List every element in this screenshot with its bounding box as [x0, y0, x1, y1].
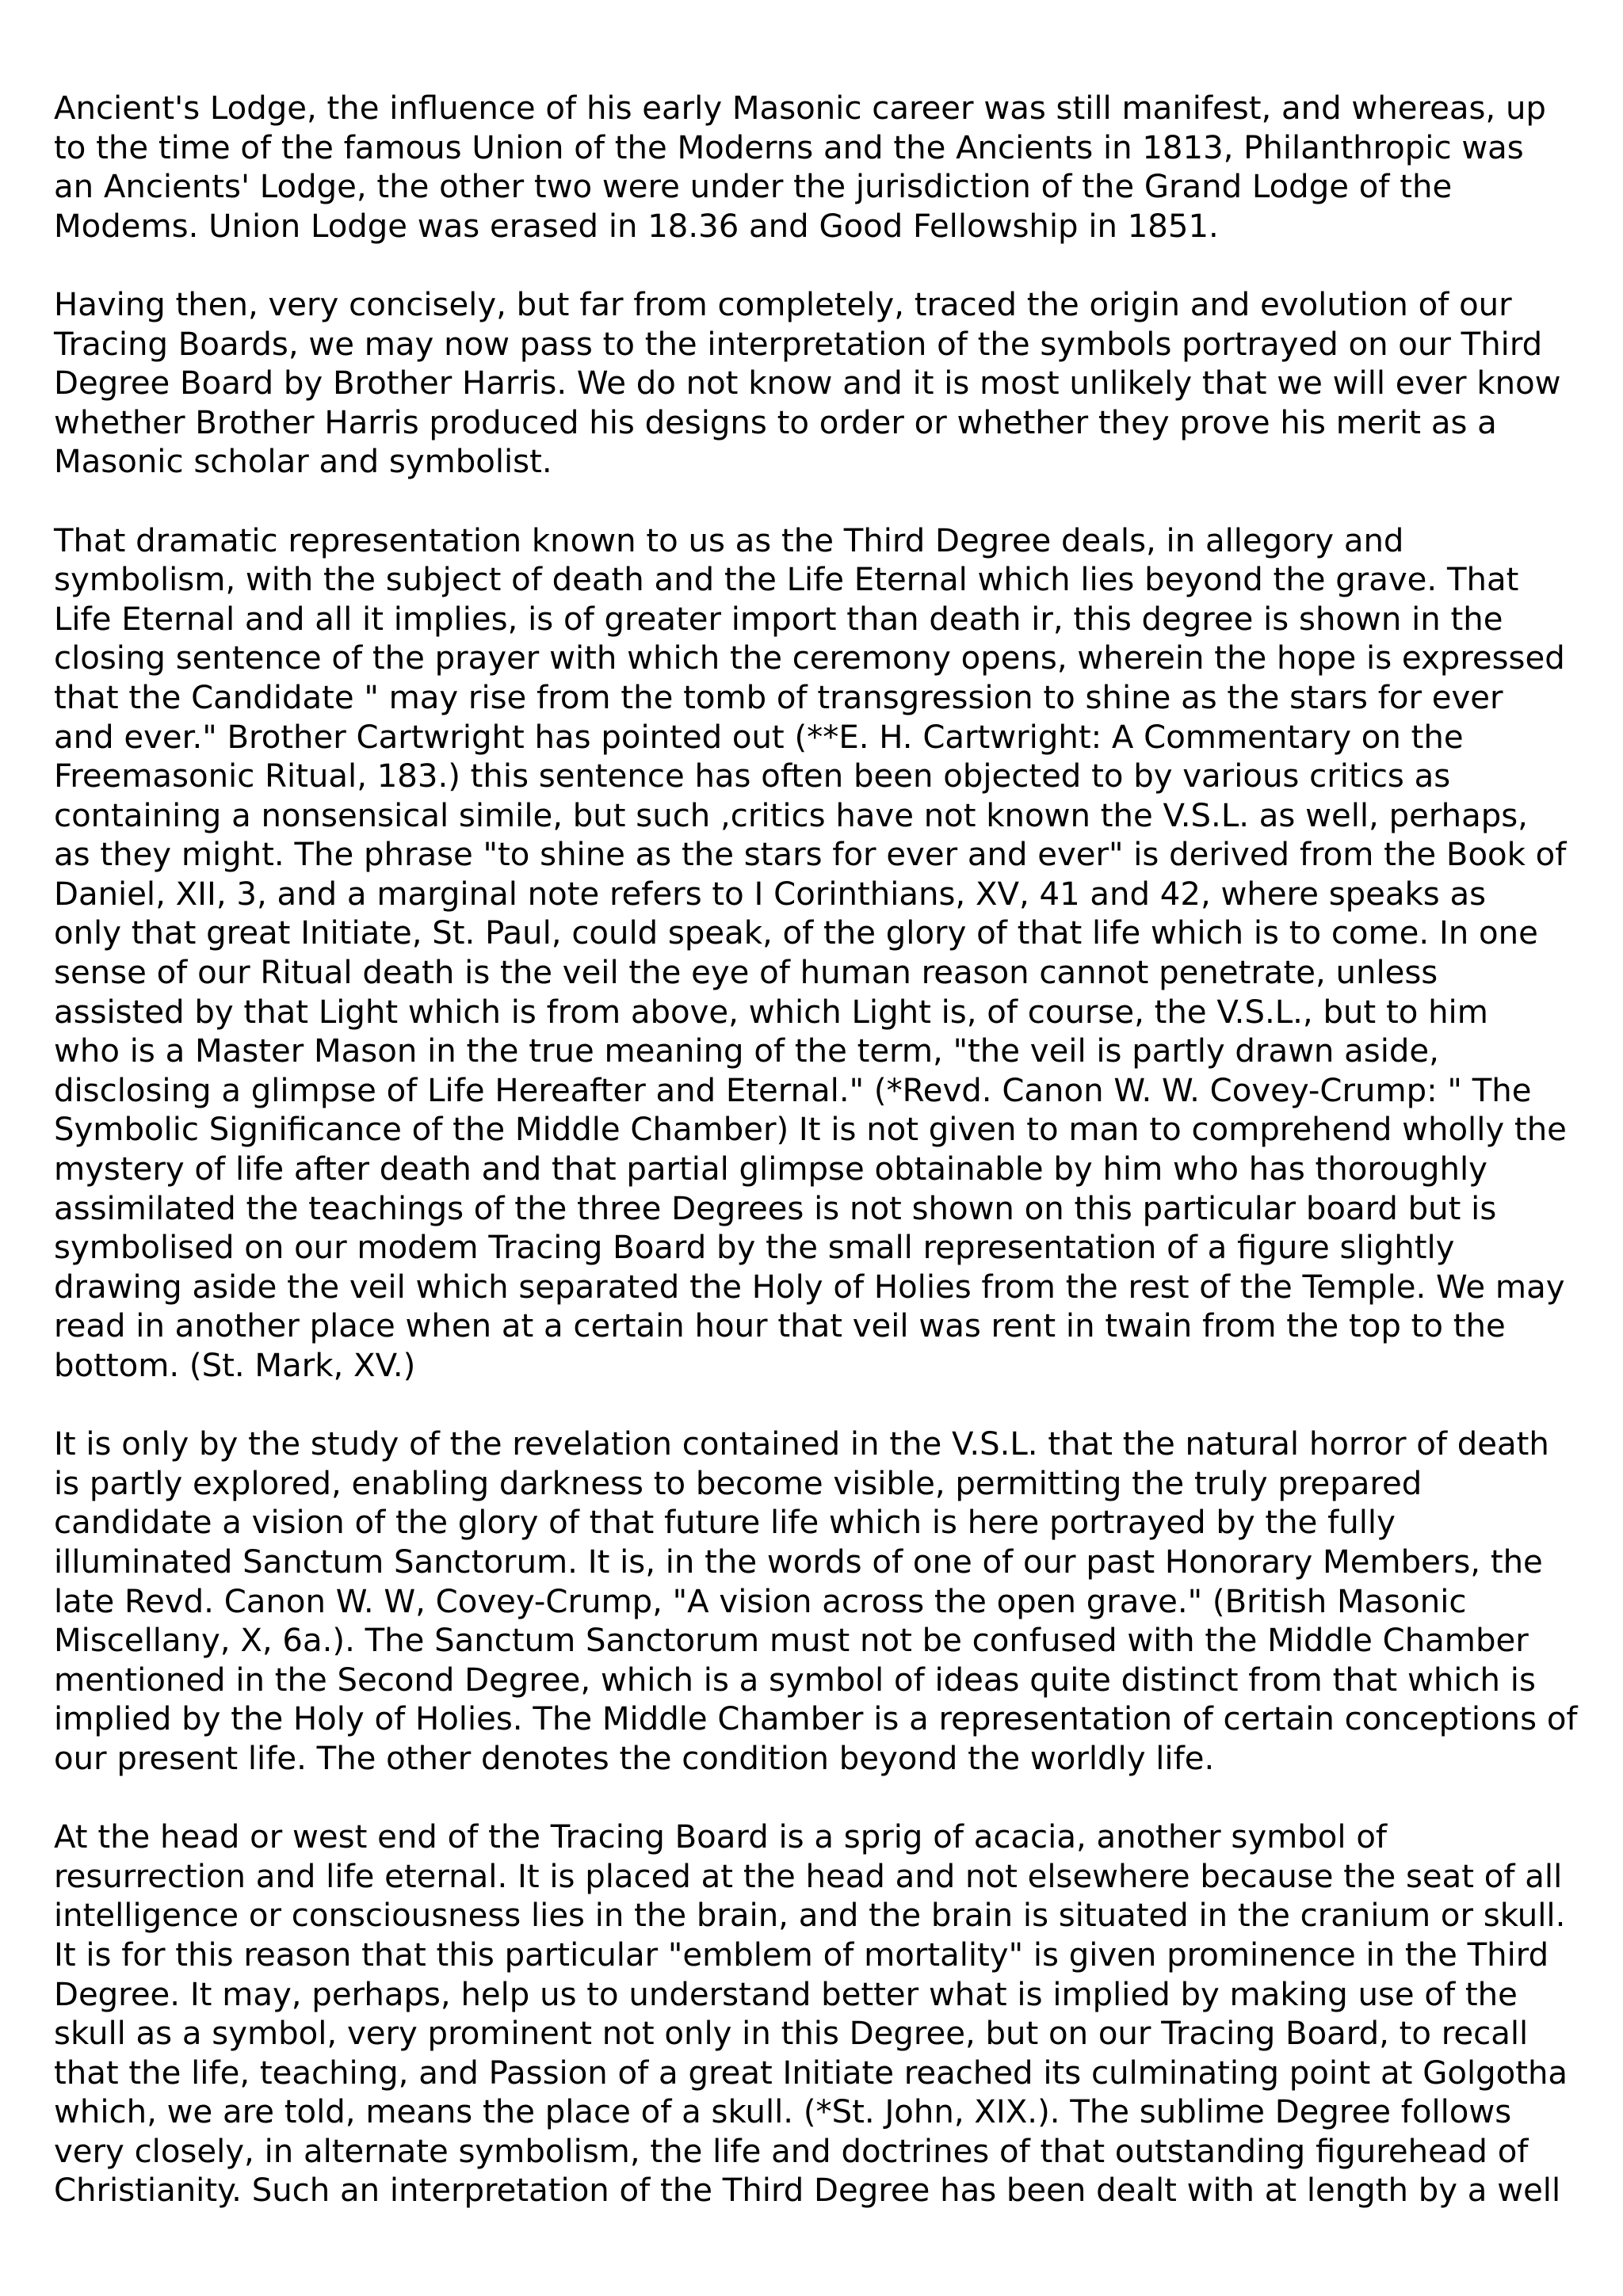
paragraph-acacia-skull: At the head or west end of the Tracing Board is a sprig of acacia, another symbol of resurrection and life eternal. It is placed at the head and not elsewhere because the seat of all intelligence or consciousness lies in the brain, and the brain is situated in the cranium or skull. It is for this reason that this particular "emblem of mortality" is given prominence in the Third Degree. It may, perhaps, help us to understand better what is implied by making use of the skull as a symbol, very prominent not only in this Degree, but on our Tracing Board, to recall that the life, teaching, and Passion of a great Initiate reached its culminating point at Golgotha which, we are told, means the place of a skull. (*St. John, XIX.). The sublime Degree follows very closely, in alternate symbolism, the life and doctrines of that outstanding figurehead of Christianity. Such an interpretation of the Third Degree has been dealt with at length by a well: [54, 1819, 1568, 2210]
paragraph-sanctum-sanctorum: It is only by the study of the revelation contained in the V.S.L. that the natural horror of death is partly explored, enabling darkness to become visible, permitting the truly prepared candidate a vision of the glory of that future life which is here portrayed by the fully illuminated Sanctum Sanctorum. It is, in the words of one of our past Honorary Members, the late Revd. Canon W. W, Covey-Crump, "A vision across the open grave." (British Masonic Miscellany, X, 6a.). The Sanctum Sanctorum must not be confused with the Middle Chamber mentioned in the Second Degree, which is a symbol of ideas quite distinct from that which is implied by the Holy of Holies. The Middle Chamber is a representation of certain conceptions of our present life. The other denotes the condition beyond the worldly life.: [54, 1426, 1578, 1777]
paragraph-lodge-history: Ancient's Lodge, the influence of his early Masonic career was still manifest, and whereas, up to the time of the famous Union of the Moderns and the Ancients in 1813, Philanthropic was an Ancients' Lodge, the other two were under the jurisdiction of the Grand Lodge of the Modems. Union Lodge was erased in 18.36 and Good Fellowship in 1851.: [54, 90, 1546, 245]
document-body: [54, 90, 1615, 2211]
paragraph-third-degree: That dramatic representation known to us as the Third Degree deals, in allegory and symbolism, with the subject of death and the Life Eternal which lies beyond the grave. That Life Eternal and all it implies, is of greater import than death ir, this degree is shown in the closing sentence of the prayer with which the ceremony opens, wherein the hope is expressed that the Candidate " may rise from the tomb of transgression to shine as the stars for ever and ever." Brother Cartwright has pointed out (**E. H. Cartwright: A Commentary on the Freemasonic Ritual, 183.) this sentence has often been objected to by various critics as containing a nonsensical simile, but such ,critics have not known the V.S.L. as well, perhaps, as they might. The phrase "to shine as the stars for ever and ever" is derived from the Book of Daniel, XII, 3, and a marginal note refers to I Corinthians, XV, 41 and 42, where speaks as only that great Initiate, St. Paul, could speak, of the glory of that life which is to come. In one sense of our Ritual death is the veil the eye of human reason cannot penetrate, unless assisted by that Light which is from above, which Light is, of course, the V.S.L., but to him who is a Master Mason in the true meaning of the term, "the veil is partly drawn aside, disclosing a glimpse of Life Hereafter and Eternal." (*Revd. Canon W. W. Covey-Crump: " The Symbolic Significance of the Middle Chamber) It is not given to man to comprehend wholly the mystery of life after death and that partial glimpse obtainable by him who has thoroughly assimilated the teachings of the three Degrees is not shown on this particular board but is symbolised on our modem Tracing Board by the small representation of a figure slightly drawing aside the veil which separated the Holy of Holies from the rest of the Temple. We may read in another place when at a certain hour that veil was rent in twain from the top to the bottom. (St. Mark, XV.): [54, 522, 1567, 1384]
paragraph-tracing-boards: Having then, very concisely, but far from completely, traced the origin and evolution of our Tracing Boards, we may now pass to the interpretation of the symbols portrayed on our Third Degree Board by Brother Harris. We do not know and it is most unlikely that we will ever know whether Brother Harris produced his designs to order or whether they prove his merit as a Masonic scholar and symbolist.: [54, 286, 1561, 481]
